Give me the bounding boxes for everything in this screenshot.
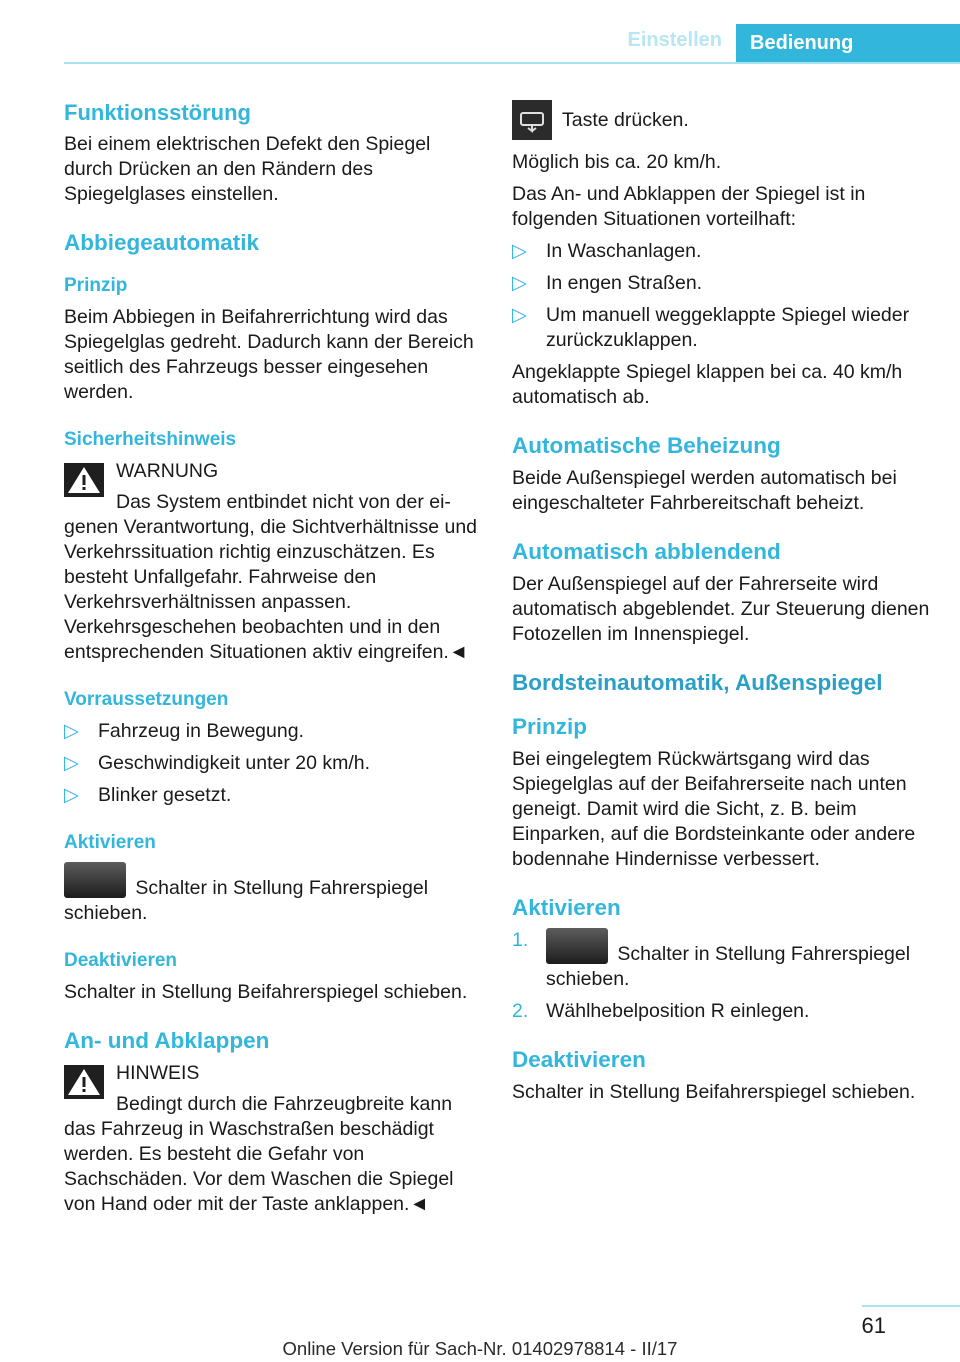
text-abblendend: Der Außenspiegel auf der Fahrerseite wird automatisch abgeblendet. Zur Steuerung dienen Fotozellen im Innenspiegel.	[512, 573, 930, 645]
text-deaktivieren-right: Schalter in Stellung Beifahrerspiegel schieben.	[512, 1081, 916, 1103]
online-version-note: Online Version für Sach-Nr. 01402978814 - II/17	[282, 1338, 678, 1359]
heading-deaktivieren: Deaktivieren	[64, 950, 178, 971]
notice-text-line1: Bedingt durch die Fahrzeugbreite kann	[116, 1093, 453, 1115]
heading-beheizung: Automatische Beheizung	[512, 433, 781, 458]
heading-abblendend: Automatisch abblendend	[512, 539, 781, 564]
notice-box	[64, 1061, 480, 1217]
heading-bordsteinautomatik: Bordsteinautomatik, Außenspiegel	[512, 670, 883, 695]
notice-text: das Fahrzeug in Waschstraßen beschädigt werden. Es besteht die Gefahr von Sachschäden. Vor dem Waschen die Spiegel von Hand oder mit der Taste anklappen.◄	[64, 1118, 454, 1215]
text-deaktivieren: Schalter in Stellung Beifahrerspiegel schieben.	[64, 981, 468, 1003]
mirror-fold-key-icon	[512, 100, 552, 140]
text-situationen-intro: Das An- und Abklappen der Spiegel ist in folgenden Situationen vorteilhaft:	[512, 183, 866, 230]
bullet-triangle-icon: ▷	[64, 784, 79, 806]
heading-vorraussetzungen: Vorraussetzungen	[64, 689, 229, 710]
notice-triangle-icon	[64, 1065, 104, 1099]
list-item: ▷ Blinker gesetzt.	[64, 784, 232, 806]
bullet-triangle-icon: ▷	[512, 240, 527, 262]
heading-an-und-abklappen: An- und Abklappen	[64, 1028, 270, 1053]
right-column	[512, 100, 932, 1112]
list-item: ▷ In engen Straßen.	[512, 272, 703, 294]
text-angeklappte: Angeklappte Spiegel klappen bei ca. 40 km/h automatisch ab.	[512, 361, 903, 408]
page-header	[64, 24, 960, 64]
heading-abbiegeautomatik: Abbiegeautomatik	[64, 230, 260, 255]
list-item: 2. Wählhebelposition R einlegen.	[512, 1000, 810, 1022]
heading-funktionsstoerung: Funktionsstörung	[64, 100, 251, 125]
list-item: 1. Schalter in Stellung Fahrerspiegel schieben.	[512, 929, 911, 990]
bullet-triangle-icon: ▷	[512, 272, 527, 294]
text-beheizung: Beide Außenspiegel werden automatisch bei eingeschalteter Fahrbereitschaft beheizt.	[512, 467, 897, 514]
text-moeglich: Möglich bis ca. 20 km/h.	[512, 151, 722, 173]
vorraussetzungen-list	[64, 719, 480, 808]
warning-title: WARNUNG	[116, 460, 219, 482]
tab-bedienung[interactable]: Bedienung	[736, 24, 960, 62]
left-column	[64, 100, 480, 1224]
text-prinzip: Beim Abbiegen in Beifahrerrichtung wird das Spiegelglas gedreht. Dadurch kann der Bereich seitlich des Fahrzeugs besser eingesehen werden.	[64, 306, 474, 403]
aktivieren-steps	[512, 928, 932, 1024]
list-item: ▷ Geschwindigkeit unter 20 km/h.	[64, 752, 371, 774]
warning-box	[64, 459, 480, 665]
bullet-triangle-icon: ▷	[512, 304, 527, 326]
text-prinzip-right: Bei eingelegtem Rückwärtsgang wird das Spiegelglas auf der Beifahrerseite nach unten geneigt. Damit wird die Sicht, z. B. beim Einparken, auf die Bordsteinkante oder andere bodennahe Hindernisse verbessert.	[512, 748, 916, 870]
text-aktivieren: Schalter in Stellung Fahrerspiegel schieben.	[64, 862, 480, 926]
text-taste: Taste drücken.	[512, 100, 932, 140]
warning-text-line1: Das System entbindet nicht von der ei-	[116, 491, 451, 513]
mirror-switch-icon	[546, 928, 608, 964]
heading-sicherheitshinweis: Sicherheitshinweis	[64, 429, 237, 450]
heading-prinzip-right: Prinzip	[512, 714, 588, 739]
list-item: ▷ Um manuell weggeklappte Spiegel wieder zurückzuklappen.	[512, 304, 910, 351]
notice-title: HINWEIS	[116, 1062, 200, 1084]
text-funktionsstoerung: Bei einem elektrischen Defekt den Spiegel durch Drücken an den Rändern des Spiegelglases einstellen.	[64, 133, 431, 205]
mirror-switch-icon	[64, 862, 126, 898]
list-item: ▷ In Waschanlagen.	[512, 240, 702, 262]
warning-triangle-icon	[64, 463, 104, 497]
footer-divider	[862, 1305, 960, 1307]
page-number: 61	[861, 1313, 886, 1338]
bullet-triangle-icon: ▷	[64, 752, 79, 774]
warning-text: genen Verantwortung, die Sichtverhältnisse und Verkehrssituation richtig einzuschätzen. Es besteht Unfallgefahr. Fahrweise den Verkehrsverhältnissen anpassen. Verkehrsgeschehen beobachten und in den entsprechenden Situationen aktiv eingreifen.◄	[64, 516, 478, 663]
heading-aktivieren-right: Aktivieren	[512, 895, 621, 920]
tab-einstellen[interactable]: Einstellen	[627, 29, 722, 51]
situationen-list	[512, 239, 932, 353]
heading-deaktivieren-right: Deaktivieren	[512, 1047, 646, 1072]
bullet-triangle-icon: ▷	[64, 720, 79, 742]
list-item: ▷ Fahrzeug in Bewegung.	[64, 720, 304, 742]
heading-prinzip: Prinzip	[64, 275, 128, 296]
heading-aktivieren: Aktivieren	[64, 832, 156, 853]
